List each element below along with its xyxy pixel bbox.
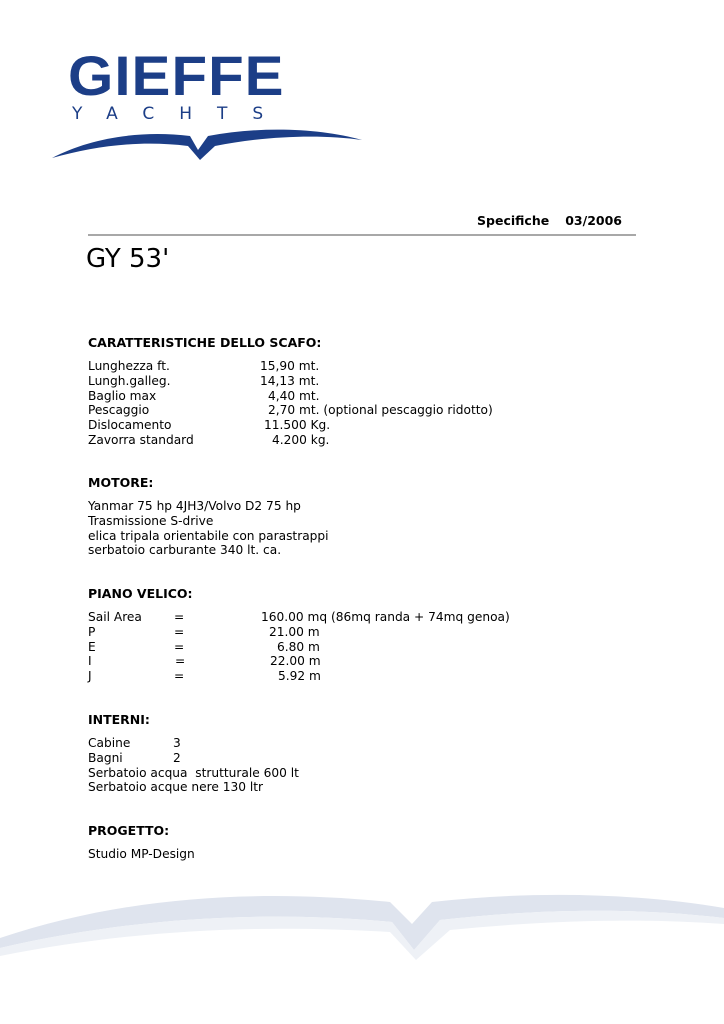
row-label: Dislocamento	[88, 418, 172, 433]
row-label: P	[88, 624, 96, 639]
row-equals: =	[174, 610, 185, 624]
logo-wave-icon	[50, 116, 370, 164]
row-label: E	[88, 639, 96, 654]
row-value: 2,70 mt. (optional pescaggio ridotto)	[268, 403, 493, 418]
section-progetto	[88, 823, 195, 862]
text-line: Studio MP-Design	[88, 847, 195, 861]
spec-row	[88, 751, 299, 766]
logo-subtitle: YACHTS	[72, 104, 289, 124]
spec-row	[88, 359, 321, 374]
row-label: Baglio max	[88, 388, 157, 403]
spec-row	[88, 624, 320, 640]
text-line: Serbatoio acque nere 130 ltr	[88, 780, 264, 795]
section-motore	[88, 475, 329, 558]
row-label: Lungh.galleg.	[88, 373, 171, 388]
row-value: 14,13 mt.	[260, 373, 320, 388]
row-value: 21.00 m	[269, 624, 320, 639]
spec-row	[88, 736, 299, 751]
row-equals: =	[174, 669, 185, 684]
footer-wave-icon	[0, 868, 724, 978]
text-line: Serbatoio acqua strutturale 600 lt	[88, 765, 299, 780]
text-line: Trasmissione S-drive	[88, 513, 214, 528]
row-equals: =	[174, 639, 185, 654]
row-value: 4.200 kg.	[272, 432, 330, 447]
text-line: Yanmar 75 hp 4JH3/Volvo D2 75 hp	[88, 499, 301, 513]
spec-row	[88, 639, 320, 655]
section-piano-velico	[88, 586, 510, 684]
spec-row	[88, 432, 330, 448]
row-value: 11.500 Kg.	[264, 418, 331, 433]
page-title: GY 53'	[86, 244, 170, 274]
row-value: 22.00 m	[270, 654, 321, 669]
spec-row	[88, 374, 321, 389]
section-heading: MOTORE:	[88, 475, 154, 490]
spec-row	[88, 418, 331, 433]
spec-row	[88, 669, 321, 684]
section-scafo	[88, 335, 493, 448]
spec-row	[88, 403, 493, 418]
section-interni	[88, 712, 299, 795]
row-label: I	[88, 654, 92, 669]
row-equals: =	[175, 654, 186, 669]
row-value: 3	[173, 736, 181, 750]
section-heading: CARATTERISTICHE DELLO SCAFO:	[88, 335, 322, 350]
row-value: 6.80 m	[277, 639, 320, 654]
text-line: elica tripala orientabile con parastrappi	[88, 528, 329, 543]
row-label: J	[88, 669, 92, 684]
row-value: 5.92 m	[278, 669, 321, 684]
spec-row	[88, 654, 321, 669]
row-equals: =	[174, 624, 185, 639]
row-label: Bagni	[88, 750, 123, 765]
row-label: Lunghezza ft.	[88, 359, 170, 373]
header-divider	[88, 234, 636, 236]
text-line: serbatoio carburante 340 lt. ca.	[88, 543, 282, 558]
spec-header	[477, 213, 622, 228]
spec-row	[88, 389, 321, 404]
row-value: 15,90 mt.	[260, 359, 320, 373]
row-label: Zavorra standard	[88, 432, 194, 447]
spec-row	[88, 610, 510, 625]
row-value: 4,40 mt.	[268, 388, 320, 403]
row-label: Cabine	[88, 736, 131, 750]
gieffe-yachts-logo	[50, 44, 370, 164]
row-value: 160.00 mq (86mq randa + 74mq genoa)	[261, 610, 510, 624]
spec-label: Specifiche	[477, 213, 550, 228]
row-label: Sail Area	[88, 610, 142, 624]
logo-wordmark: GIEFFE	[68, 44, 285, 107]
section-heading: PROGETTO:	[88, 823, 170, 838]
section-heading: INTERNI:	[88, 712, 150, 727]
section-heading: PIANO VELICO:	[88, 586, 193, 601]
row-value: 2	[173, 750, 181, 765]
spec-date: 03/2006	[565, 213, 622, 228]
row-label: Pescaggio	[88, 403, 150, 418]
